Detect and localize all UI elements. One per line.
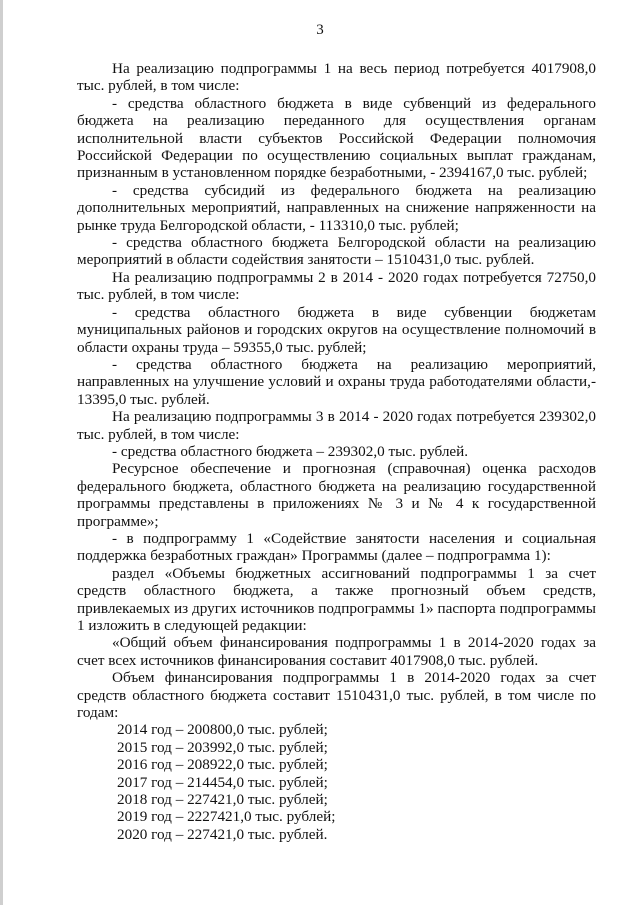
paragraph: «Общий объем финансирования подпрограммы 1 в 2014-2020 годах за счет всех источников финансирования составит 4017908,0 тыс. рублей. (77, 634, 596, 669)
list-item: 2014 год – 200800,0 тыс. рублей; (117, 721, 328, 739)
paragraph: - средства областного бюджета Белгородской области на реализацию мероприятий в области содействия занятости – 1510431,0 тыс. рублей. (77, 234, 596, 269)
list-item: 2017 год – 214454,0 тыс. рублей; (117, 773, 328, 791)
paragraph: - средства областного бюджета – 239302,0 тыс. рублей. (112, 442, 469, 460)
page-number: 3 (316, 22, 324, 38)
list-item: 2019 год – 2227421,0 тыс. рублей; (117, 808, 336, 826)
paragraph: - средства областного бюджета в виде субвенции бюджетам муниципальных районов и городских округов на осуществление полномочий в области охраны труда – 59355,0 тыс. рублей; (77, 303, 596, 356)
list-item: 2015 год – 203992,0 тыс. рублей; (117, 738, 328, 756)
list-item: 2016 год – 208922,0 тыс. рублей; (117, 756, 328, 774)
paragraph: На реализацию подпрограммы 1 на весь период потребуется 4017908,0 тыс. рублей, в том числе: (77, 60, 596, 95)
paragraph: На реализацию подпрограммы 2 в 2014 - 2020 годах потребуется 72750,0 тыс. рублей, в том числе: (77, 268, 596, 304)
year-funding-list (77, 721, 596, 843)
paragraph: На реализацию подпрограммы 3 в 2014 - 2020 годах потребуется 239302,0 тыс. рублей, в том числе: (77, 408, 596, 443)
paragraph: - средства областного бюджета на реализацию мероприятий, направленных на улучшение условий и охраны труда работодателями области,- 13395,0 тыс. рублей. (77, 355, 596, 408)
list-item: 2018 год – 227421,0 тыс. рублей; (117, 791, 328, 809)
paragraph: раздел «Объемы бюджетных ассигнований подпрограммы 1 за счет средств областного бюджета, а также прогнозный объем средств, привлекаемых из других источников подпрограммы 1» паспорта подпрограммы 1 изложить в следующей редакции: (77, 564, 596, 634)
list-item: 2020 год – 227421,0 тыс. рублей. (117, 825, 328, 843)
document-body (77, 60, 596, 843)
paragraph: - средства областного бюджета в виде субвенций из федерального бюджета на реализацию переданного для осуществления органам исполнительной власти субъектов Российской Федерации полномочия Российской Федерации по осуществлению социальных выплат гражданам, признанным в установленном порядке безработными, - 2394167,0 тыс. рублей; (77, 94, 596, 182)
paragraph: Объем финансирования подпрограммы 1 в 2014-2020 годах за счет средств областного бюджета составит 1510431,0 тыс. рублей, в том числе по годам: (77, 669, 596, 722)
paragraph: Ресурсное обеспечение и прогнозная (справочная) оценка расходов федерального бюджета, областного бюджета на реализацию государственной программы представлены в приложениях № 3 и № 4 к государственной программе»; (77, 460, 596, 530)
paragraph: - средства субсидий из федерального бюджета на реализацию дополнительных мероприятий, направленных на снижение напряженности на рынке труда Белгородской области, - 113310,0 тыс. рублей; (77, 181, 596, 234)
paragraph: - в подпрограмму 1 «Содействие занятости населения и социальная поддержка безработных граждан» Программы (далее – подпрограмма 1): (77, 529, 596, 565)
scan-edge (0, 0, 3, 905)
